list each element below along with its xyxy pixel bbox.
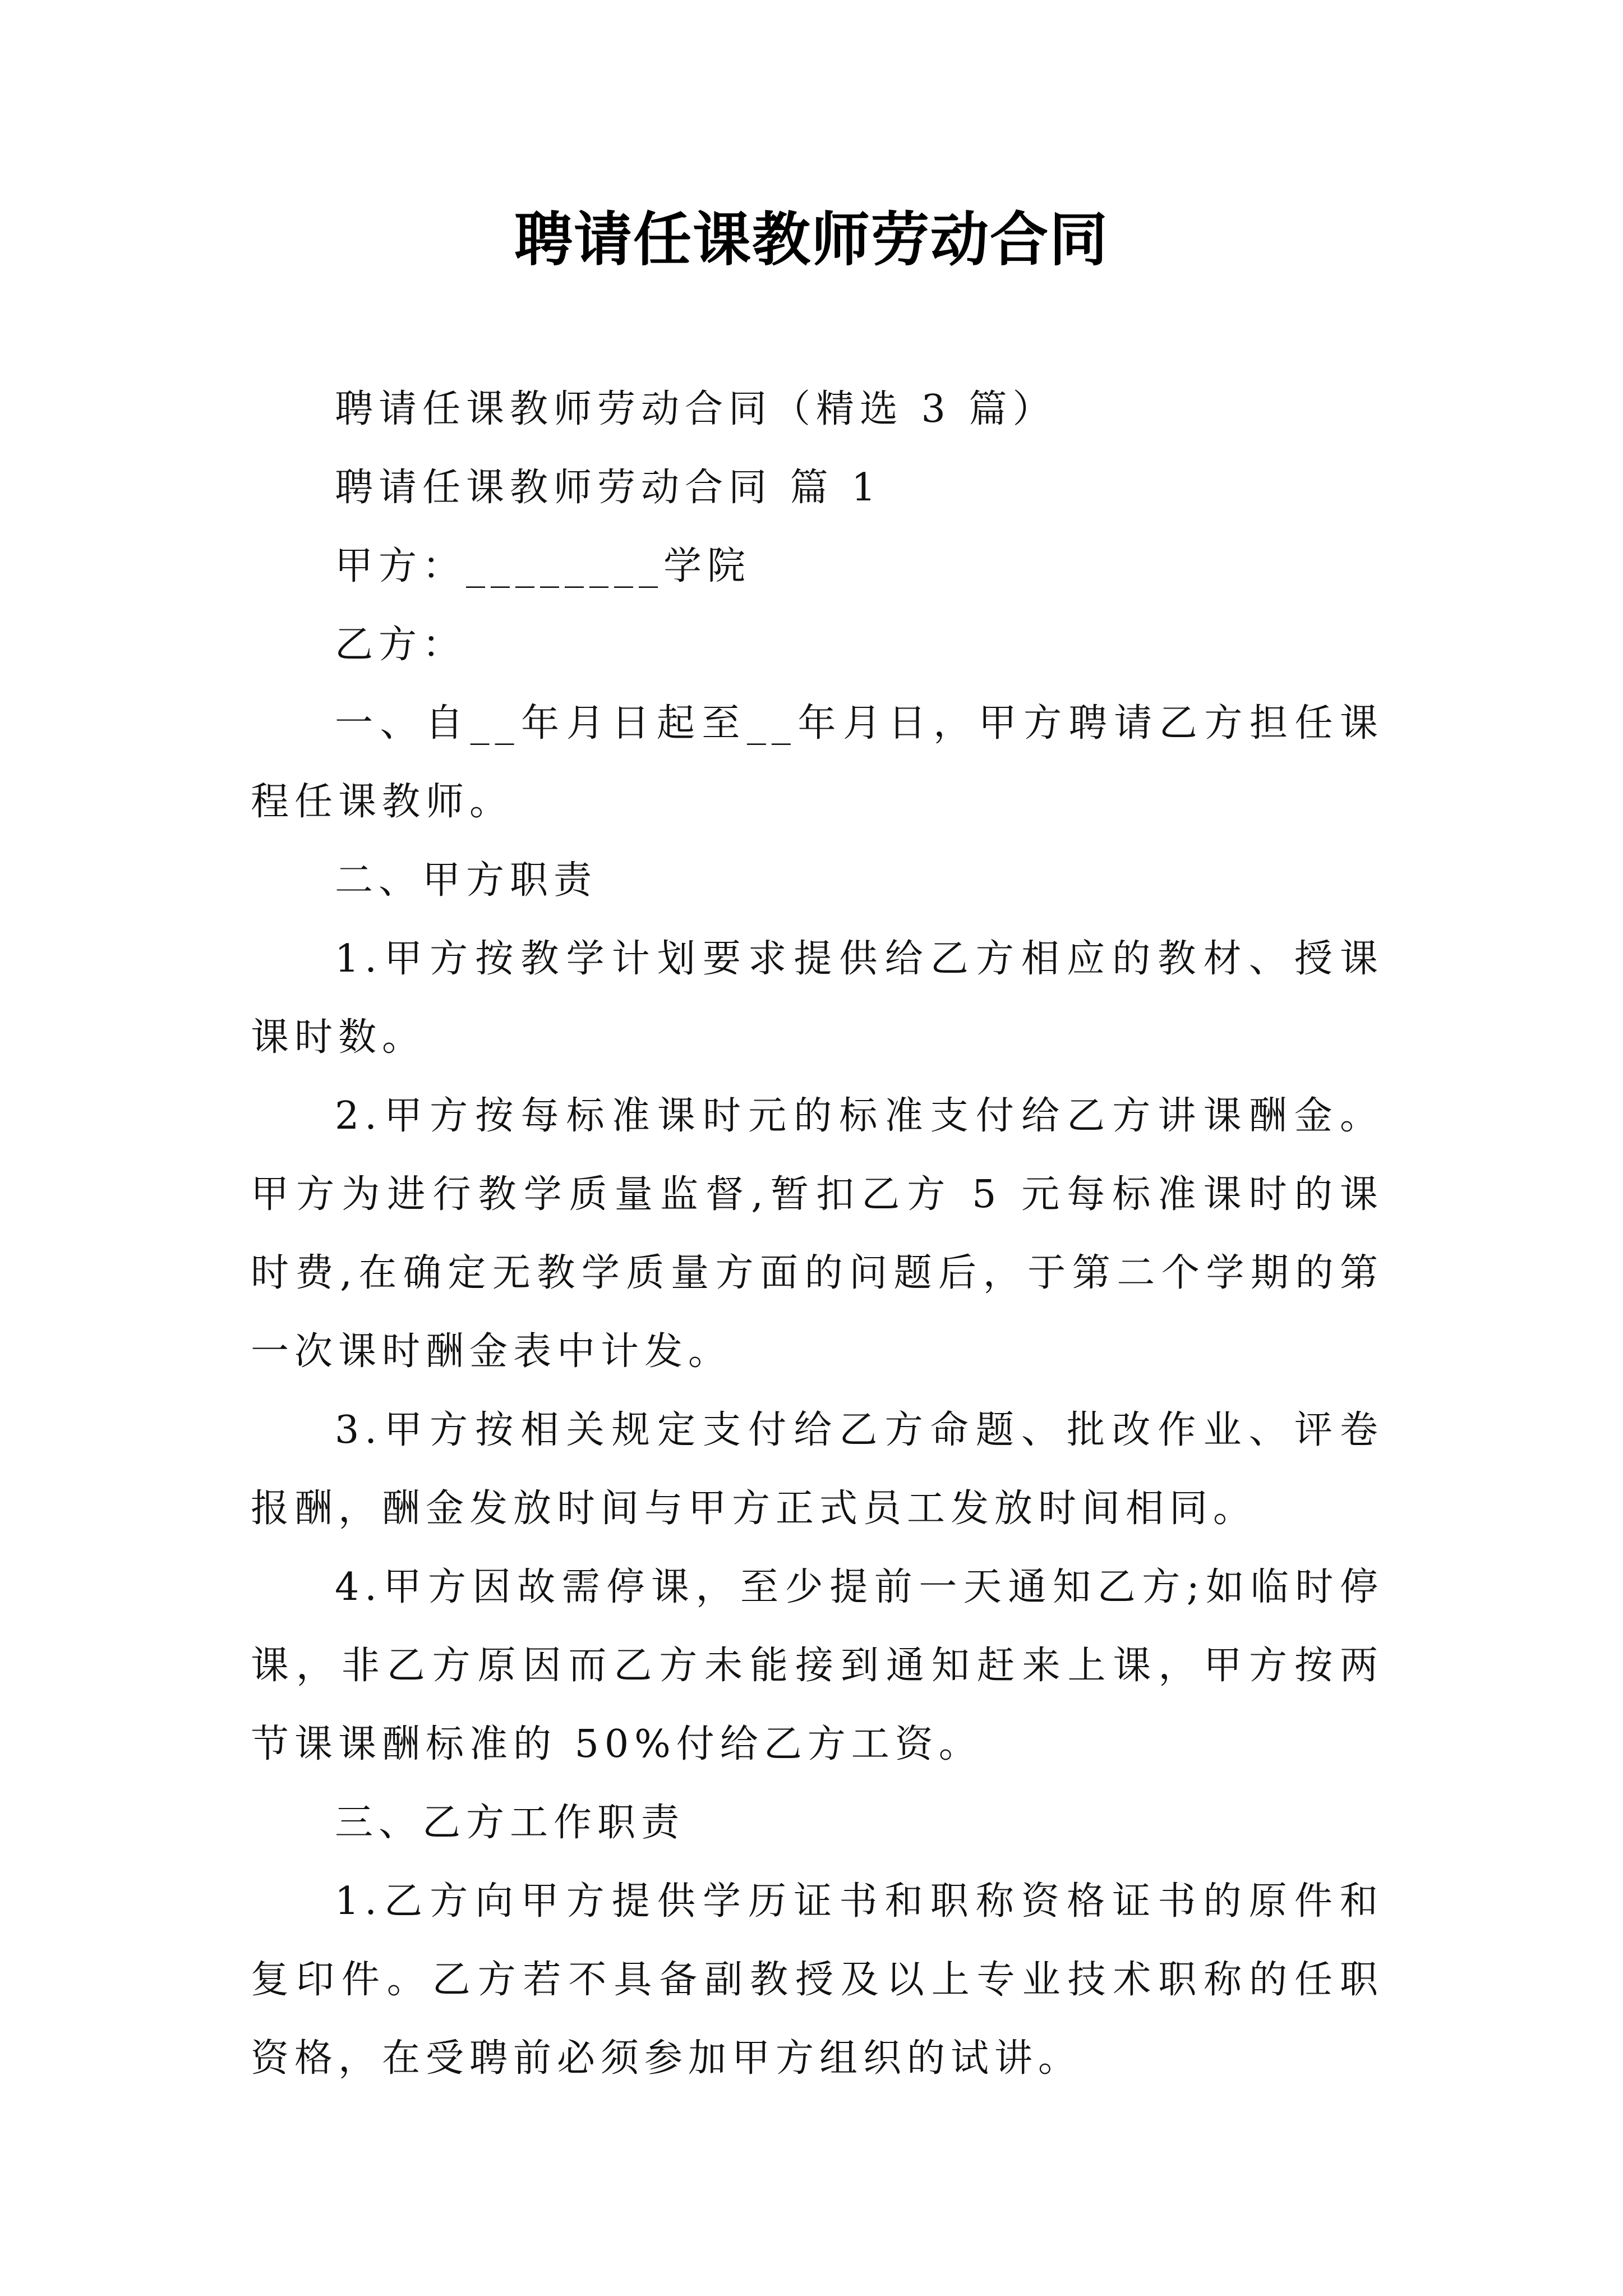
paragraph-section-heading: 聘请任课教师劳动合同 篇 1 — [335, 466, 882, 510]
paragraph-clause-2-3: 3.甲方按相关规定支付给乙方命题、批改作业、评卷报酬，酬金发放时间与甲方正式员工发放时间相同。 — [251, 1408, 1384, 1531]
paragraph-subtitle: 聘请任课教师劳动合同（精选 3 篇） — [335, 387, 1057, 431]
paragraph-clause-3-heading: 三、乙方工作职责 — [335, 1801, 685, 1845]
paragraph-clause-2-heading: 二、甲方职责 — [335, 858, 598, 903]
paragraph-party-a: 甲方：________学院 — [335, 544, 751, 588]
paragraph-clause-2-2: 2.甲方按每标准课时元的标准支付给乙方讲课酬金。甲方为进行教学质量监督,暂扣乙方 5 元每标准课时的课时费,在确定无教学质量方面的问题后，于第二个学期的第一次课时酬金表中计发。 — [251, 1094, 1384, 1374]
paragraph-clause-2-4: 4.甲方因故需停课，至少提前一天通知乙方;如临时停课，非乙方原因而乙方未能接到通知赶来上课，甲方按两节课课酬标准的 50%付给乙方工资。 — [251, 1565, 1384, 1766]
paragraph-party-b: 乙方： — [335, 623, 467, 667]
document-title: 聘请任课教师劳动合同 — [514, 205, 1109, 274]
paragraph-clause-2-1: 1.甲方按教学计划要求提供给乙方相应的教材、授课课时数。 — [251, 937, 1384, 1060]
paragraph-clause-1: 一、自__年月日起至__年月日，甲方聘请乙方担任课程任课教师。 — [251, 701, 1384, 824]
paragraph-clause-3-1: 1.乙方向甲方提供学历证书和职称资格证书的原件和复印件。乙方若不具备副教授及以上专业技术职称的任职资格，在受聘前必须参加甲方组织的试讲。 — [251, 1879, 1384, 2081]
document-body — [251, 370, 1384, 2098]
